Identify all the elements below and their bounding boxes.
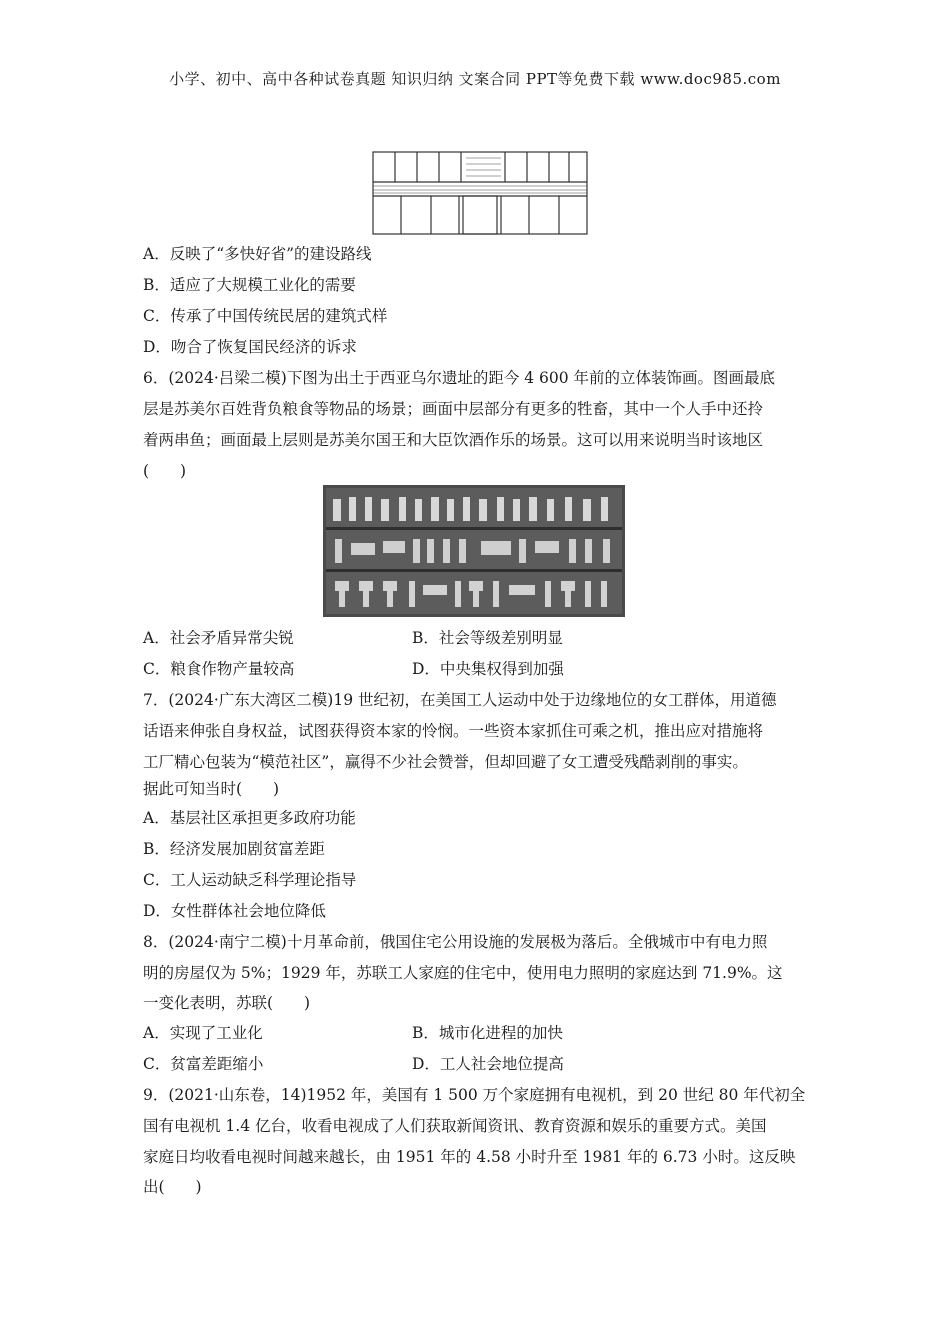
q7-stem-line-3: 工厂精心包装为“模范社区”，赢得不少社会赞誉，但却回避了女工遭受残酷剥削的事实。 xyxy=(143,753,748,771)
q8-stem-line-2: 明的房屋仅为 5%；1929 年，苏联工人家庭的住宅中，使用电力照明的家庭达到 71.9%。这 xyxy=(143,964,783,982)
q7-stem-line-1: 7．(2024·广东大湾区二模)19 世纪初，在美国工人运动中处于边缘地位的女工群体，用道德 xyxy=(143,691,777,709)
q7-option-d[interactable]: D．女性群体社会地位降低 xyxy=(143,902,326,920)
q9-stem-line-2: 国有电视机 1.4 亿台，收看电视成了人们获取新闻资讯、教育资源和娱乐的重要方式。美国 xyxy=(143,1117,767,1135)
q8-option-d[interactable]: D．工人社会地位提高 xyxy=(412,1055,564,1073)
q9-stem-line-3: 家庭日均收看电视时间越来越长，由 1951 年的 4.58 小时升至 1981 年的 6.73 小时。这反映 xyxy=(143,1148,796,1166)
q6-stem-line-3: 着两串鱼；画面最上层则是苏美尔国王和大臣饮酒作乐的场景。这可以用来说明当时该地区 xyxy=(143,431,764,449)
q6-stem-line-1: 6．(2024·吕梁二模)下图为出土于西亚乌尔遗址的距今 4 600 年前的立体装饰画。图画最底 xyxy=(143,369,776,387)
q8-stem-line-3: 一变化表明，苏联( ) xyxy=(143,994,311,1012)
q5-option-a[interactable]: A．反映了“多快好省”的建设路线 xyxy=(143,245,372,263)
floor-plan-figure xyxy=(371,150,589,236)
q8-option-b[interactable]: B．城市化进程的加快 xyxy=(412,1024,563,1042)
q9-stem-line-1: 9．(2021·山东卷，14)1952 年，美国有 1 500 万个家庭拥有电视机，到 20 世纪 80 年代初全 xyxy=(143,1086,806,1104)
q9-answer-blank: 出( ) xyxy=(143,1178,202,1196)
q6-option-d[interactable]: D．中央集权得到加强 xyxy=(412,660,564,678)
q7-stem-line-2: 话语来伸张自身权益，试图获得资本家的怜悯。一些资本家抓住可乘之机，推出应对措施将 xyxy=(143,722,764,740)
q8-option-a[interactable]: A．实现了工业化 xyxy=(143,1024,263,1042)
ur-standard-figure xyxy=(323,485,625,617)
q5-option-b[interactable]: B．适应了大规模工业化的需要 xyxy=(143,276,356,294)
q7-option-a[interactable]: A．基层社区承担更多政府功能 xyxy=(143,809,356,827)
q5-option-c[interactable]: C．传承了中国传统民居的建筑式样 xyxy=(143,307,388,325)
q6-option-b[interactable]: B．社会等级差别明显 xyxy=(412,629,563,647)
q8-stem-line-1: 8．(2024·南宁二模)十月革命前，俄国住宅公用设施的发展极为落后。全俄城市中有电力照 xyxy=(143,933,768,951)
q7-option-b[interactable]: B．经济发展加剧贫富差距 xyxy=(143,840,325,858)
q7-option-c[interactable]: C．工人运动缺乏科学理论指导 xyxy=(143,871,357,889)
q7-stem-line-4: 据此可知当时( ) xyxy=(143,780,280,798)
q5-option-d[interactable]: D．吻合了恢复国民经济的诉求 xyxy=(143,338,357,356)
q6-option-c[interactable]: C．粮食作物产量较高 xyxy=(143,660,295,678)
q6-stem-line-2: 层是苏美尔百姓背负粮食等物品的场景；画面中层部分有更多的牲畜，其中一个人手中还拎 xyxy=(143,400,764,418)
q8-option-c[interactable]: C．贫富差距缩小 xyxy=(143,1055,264,1073)
q6-option-a[interactable]: A．社会矛盾异常尖锐 xyxy=(143,629,294,647)
q6-answer-blank: ( ) xyxy=(143,462,187,480)
page-header: 小学、初中、高中各种试卷真题 知识归纳 文案合同 PPT等免费下载 www.doc985.com xyxy=(169,70,781,88)
